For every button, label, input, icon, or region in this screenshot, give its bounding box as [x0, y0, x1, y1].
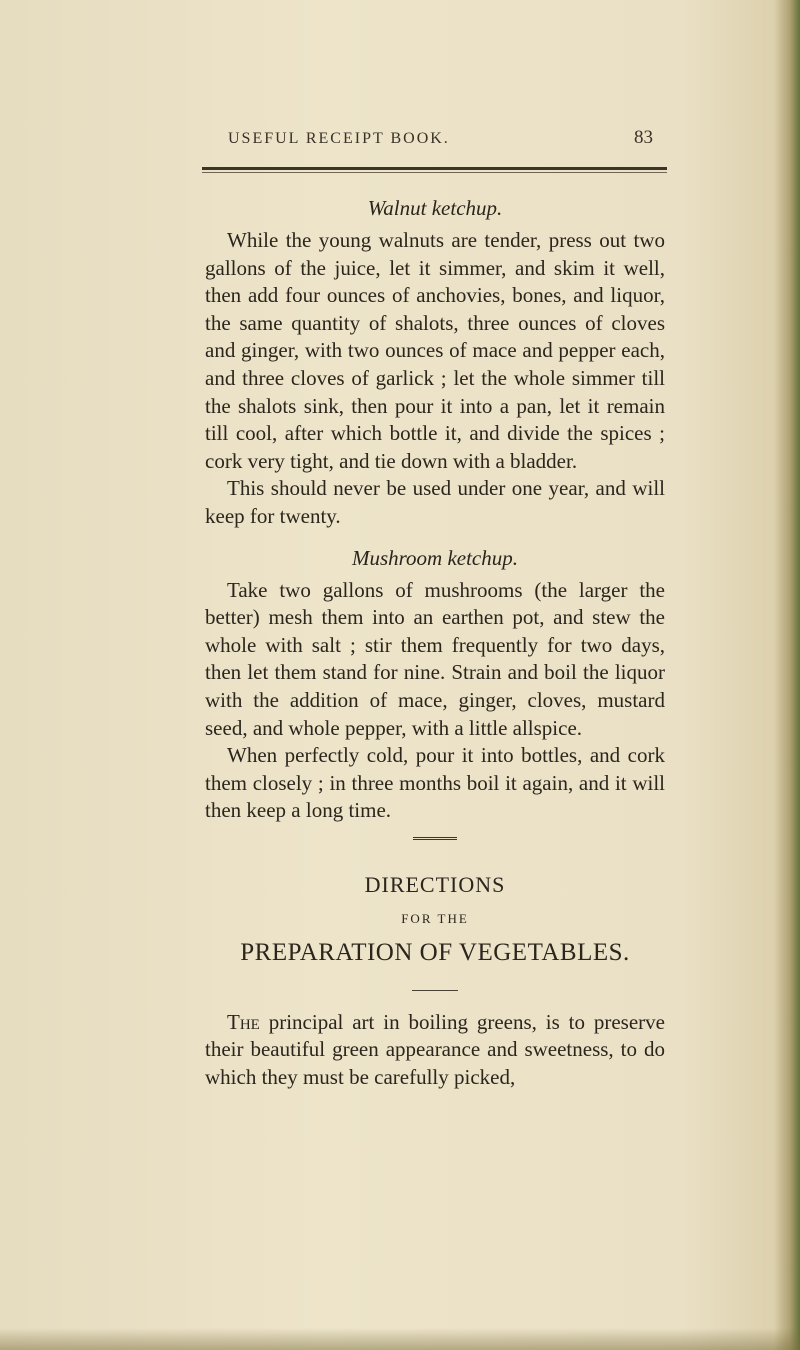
section-divider [413, 837, 457, 842]
page-content [205, 195, 665, 1092]
vegetables-paragraph-1 [205, 1009, 665, 1092]
section-subheading: FOR THE [401, 910, 469, 926]
page-edge-shadow [774, 0, 800, 1350]
page-bottom-shadow [0, 1328, 800, 1350]
walnut-recipe [205, 195, 665, 531]
header-rule [202, 167, 667, 170]
mushroom-paragraph-2: When perfectly cold, pour it into bottles, and cork them closely ; in three months boil it again, and it will then keep a long time. [205, 743, 665, 823]
page-number: 83 [634, 127, 653, 148]
walnut-paragraph-2: This should never be used under one year, and will keep for twenty. [205, 476, 665, 528]
recipe-title-mushroom: Mushroom ketchup. [351, 545, 519, 570]
walnut-paragraph-1: While the young walnuts are tender, press out two gallons of the juice, let it simmer, and skim it well, then add four ounces of anchovies, bones, and liquor, the same quantity of shalots, three ounces of cloves and ginger, with two ounces of mace and pepper each, and three cloves of garlick ; let the whole simmer till the shalots sink, then pour it into a pan, let it remain till cool, after which bottle it, and divide the spices ; cork very tight, and tie down with a bladder. [205, 228, 665, 473]
section-title: PREPARATION OF VEGETABLES. [240, 938, 630, 966]
section-heading: DIRECTIONS [364, 871, 506, 897]
recipe-title-walnut: Walnut ketchup. [367, 196, 503, 220]
drop-word: The [227, 1009, 260, 1034]
mushroom-recipe [205, 545, 665, 825]
section-title-rule [412, 990, 458, 991]
page-header [228, 127, 653, 156]
header-rule-thin [202, 172, 667, 173]
vegetables-paragraph-1-text: principal art in boiling greens, is to preserve their beautiful green appearance and sweetness, to do which they must be carefully picked, [205, 1009, 665, 1090]
running-title: USEFUL RECEIPT BOOK. [228, 130, 450, 147]
mushroom-paragraph-1: Take two gallons of mushrooms (the larger the better) mesh them into an earthen pot, and stew the whole with salt ; stir them frequently for two days, then let them stand for nine. Strain and boil the liquor with the addition of mace, ginger, cloves, mustard seed, and whole pepper, with a little allspice. [205, 577, 665, 740]
